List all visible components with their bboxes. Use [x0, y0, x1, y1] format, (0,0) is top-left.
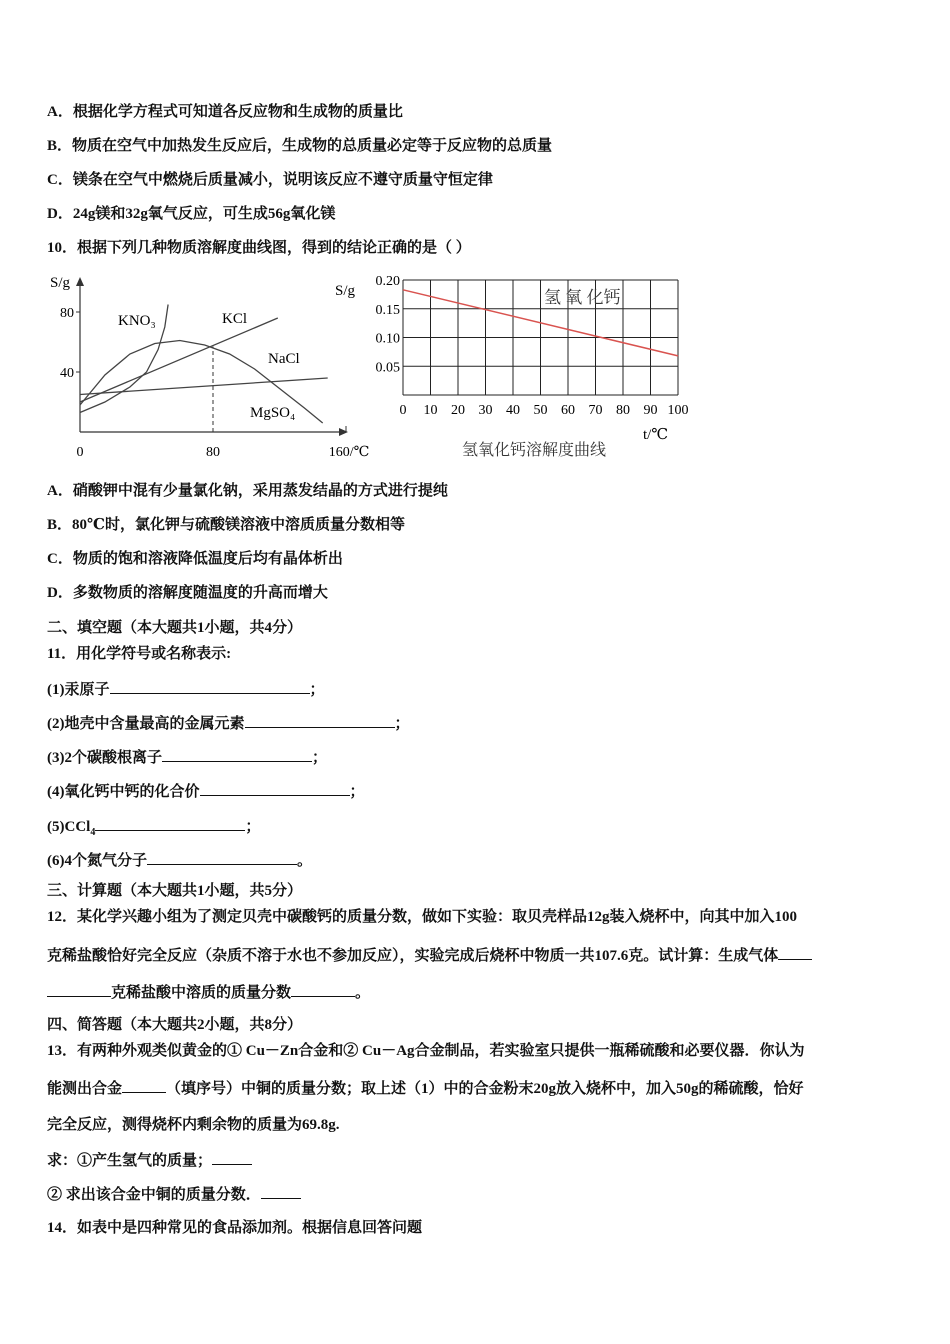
- x-axis-label: t/℃: [643, 427, 669, 443]
- x-tick-label: 90: [643, 403, 658, 418]
- answer-blank[interactable]: [291, 982, 355, 997]
- q10-option-a: A．硝酸钾中混有少量氯化钠，采用蒸发结晶的方式进行提纯: [47, 483, 448, 499]
- q11-item-5: (5)CCl$_4$ ；: [47, 816, 260, 843]
- q9-option-b: B．物质在空气中加热发生反应后，生成物的总质量必定等于反应物的总质量: [47, 138, 553, 154]
- q12-line-3: 克稀盐酸中溶质的质量分数 。: [47, 982, 370, 1003]
- answer-blank[interactable]: [245, 713, 395, 728]
- q9-option-c: C．镁条在空气中燃烧后质量减小，说明该反应不遵守质量守恒定律: [47, 172, 493, 188]
- y-tick-label: 0.15: [375, 302, 400, 318]
- x-tick-label: 50: [533, 403, 548, 418]
- x-tick-label: 70: [588, 403, 603, 418]
- q11-item-1: (1)汞原子 ；: [47, 679, 325, 700]
- answer-blank[interactable]: [261, 1184, 301, 1199]
- q11-item-4: (4)氧化钙中钙的化合价 ；: [47, 781, 365, 802]
- x-tick-label: 30: [478, 403, 493, 418]
- y-tick-label: 0.20: [375, 274, 400, 289]
- solubility-chart-calcium-hydroxide: [330, 265, 710, 465]
- y-tick-label: 0.10: [375, 331, 400, 347]
- answer-blank[interactable]: [95, 816, 245, 831]
- x-tick-label: 20: [451, 403, 465, 418]
- section3-heading: 三、计算题（本大题共1小题，共5分）: [47, 883, 303, 899]
- x-tick-label: 160/℃: [328, 445, 370, 460]
- q10-option-d: D．多数物质的溶解度随温度的升高而增大: [47, 585, 328, 601]
- q11-item-6: (6)4个氮气分子 。: [47, 850, 312, 871]
- q14-stem: 14．如表中是四种常见的食品添加剂。根据信息回答问题: [47, 1220, 423, 1236]
- x-tick-label: 0: [399, 403, 407, 418]
- q9-option-a: A．根据化学方程式可知道各反应物和生成物的质量比: [47, 104, 403, 120]
- inset-label: 氢 氧 化钙: [544, 288, 621, 307]
- answer-blank[interactable]: [122, 1078, 166, 1093]
- x-tick-label: 40: [506, 403, 520, 418]
- y-tick-label: 40: [60, 366, 74, 381]
- answer-blank[interactable]: [200, 781, 350, 796]
- answer-blank[interactable]: [778, 945, 812, 960]
- q11-item-2: (2)地壳中含量最高的金属元素 ；: [47, 713, 410, 734]
- answer-blank[interactable]: [110, 679, 310, 694]
- q11-stem: 11．用化学符号或名称表示:: [47, 646, 232, 662]
- curve-label-nacl: NaCl: [268, 351, 300, 367]
- q10-option-c: C．物质的饱和溶液降低温度后均有晶体析出: [47, 551, 343, 567]
- x-tick-label: 100: [667, 403, 689, 418]
- answer-blank[interactable]: [147, 850, 297, 865]
- q9-option-d: D．24g镁和32g氧气反应，可生成56g氧化镁: [47, 206, 336, 222]
- x-tick-label: 60: [561, 403, 575, 418]
- answer-blank[interactable]: [162, 747, 312, 762]
- q12-line-2: 克稀盐酸恰好完全反应（杂质不溶于水也不参加反应），实验完成后烧杯中物质一共107.6克。试计算：生成气体: [47, 945, 812, 966]
- y-tick-label: 0.05: [375, 360, 400, 376]
- y-axis-arrow: [76, 277, 84, 286]
- chart-title: 氢氧化钙溶解度曲线: [462, 442, 607, 459]
- q13-sub-2: ② 求出该合金中铜的质量分数．: [47, 1184, 301, 1205]
- answer-blank[interactable]: [47, 982, 111, 997]
- q13-sub-1: 求：①产生氢气的质量；: [47, 1150, 252, 1171]
- curve-label-kno3: KNO₃: [118, 313, 156, 329]
- y-axis-label: S/g: [335, 283, 356, 299]
- solubility-chart-salts: [40, 265, 370, 465]
- curve-kcl: [80, 318, 278, 402]
- section2-heading: 二、填空题（本大题共1小题，共4分）: [47, 620, 303, 636]
- y-tick-label: 80: [60, 306, 74, 321]
- q13-line-2: 能测出合金 （填序号）中铜的质量分数；取上述（1）中的合金粉末20g放入烧杯中，加入50g的稀硫酸，恰好: [47, 1078, 804, 1099]
- q10-stem: 10．根据下列几种物质溶解度曲线图，得到的结论正确的是（ ）: [47, 240, 471, 256]
- q12-line-1: 12．某化学兴趣小组为了测定贝壳中碳酸钙的质量分数，做如下实验：取贝壳样品12g装入烧杯中，向其中加入100: [47, 909, 798, 925]
- x-tick-label: 80: [616, 403, 630, 418]
- curve-label-kcl: KCl: [222, 311, 248, 327]
- q13-line-3: 完全反应，测得烧杯内剩余物的质量为69.8g.: [47, 1117, 340, 1133]
- x-tick-label: 0: [76, 445, 84, 460]
- section4-heading: 四、简答题（本大题共2小题，共8分）: [47, 1017, 303, 1033]
- q13-line-1: 13．有两种外观类似黄金的① Cu－Zn合金和② Cu－Ag合金制品，若实验室只提供一瓶稀硫酸和必要仪器．你认为: [47, 1043, 805, 1059]
- q11-item-3: (3)2个碳酸根离子 ；: [47, 747, 327, 768]
- answer-blank[interactable]: [212, 1150, 252, 1165]
- y-axis-label: S/g: [50, 275, 71, 291]
- q10-option-b: B．80℃时，氯化钾与硫酸镁溶液中溶质质量分数相等: [47, 517, 405, 533]
- x-tick-label: 10: [423, 403, 438, 418]
- curve-label-mgso4: MgSO₄: [250, 405, 296, 421]
- x-tick-label: 80: [206, 445, 220, 460]
